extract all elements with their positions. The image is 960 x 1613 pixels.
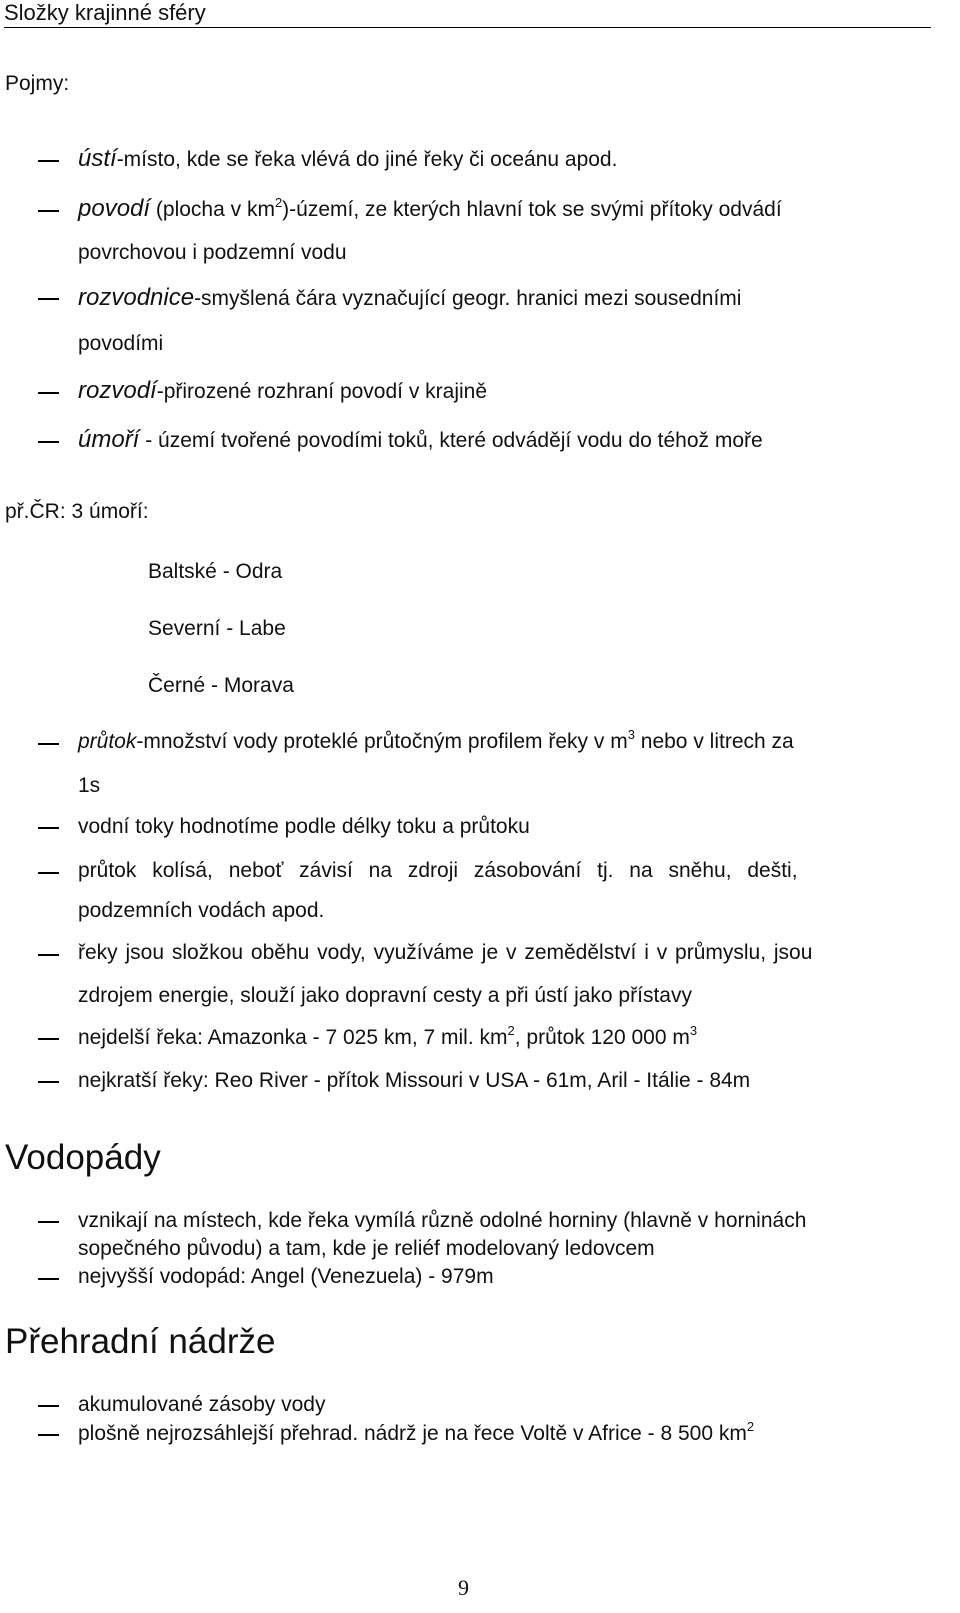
section-heading-nadrze: Přehradní nádrže: [5, 1322, 276, 1361]
bullet-dash: [38, 954, 59, 956]
bullet-text: nejdelší řeka: Amazonka - 7 025 km, 7 mil. km: [78, 1026, 508, 1049]
definition-continuation: povrchovou i podzemní vodu: [78, 241, 347, 264]
superscript: 2: [746, 1419, 755, 1434]
bullet-dash: [38, 872, 59, 874]
definition-prutok: [78, 729, 794, 757]
definition-umori: [78, 427, 763, 454]
definition-text: nebo v litrech za: [634, 730, 794, 753]
bullet-dash: [38, 298, 59, 300]
bullet-dash: [38, 441, 59, 443]
definition-povodi: [78, 196, 782, 225]
bullet-dash: [38, 160, 59, 162]
page-header: Složky krajinné sféry: [4, 0, 931, 28]
bullet-dash: [38, 210, 59, 212]
bullet-dash: [38, 1278, 59, 1280]
river-bullet: vodní toky hodnotíme podle délky toku a průtoku: [78, 815, 530, 838]
definition-text: -množství vody proteklé průtočným profilem řeky v m: [136, 730, 628, 753]
nadrze-bullet: akumulované zásoby vody: [78, 1393, 326, 1416]
river-bullet: nejkratší řeky: Reo River - přítok Missouri v USA - 61m, Aril - Itálie - 84m: [78, 1069, 751, 1092]
superscript: 2: [507, 1023, 515, 1038]
river-bullet-amazonka: [78, 1025, 697, 1053]
definition-text: -přirozené rozhraní povodí v krajině: [156, 380, 488, 403]
bullet-text: plošně nejrozsáhlejší přehrad. nádrž je na řece Voltě v Africe - 8 500 km: [78, 1422, 747, 1445]
definition-rozvodnice: [78, 285, 741, 312]
river-bullet: řeky jsou složkou oběhu vody, využíváme je v zemědělství i v průmyslu, jsou: [78, 941, 813, 964]
term-prutok: průtok: [78, 730, 137, 753]
umori-item: Severní - Labe: [148, 617, 286, 640]
bullet-dash: [38, 827, 59, 829]
bullet-dash: [38, 1221, 59, 1223]
vodopady-bullet: vznikají na místech, kde řeka vymílá různě odolné horniny (hlavně v horninách: [78, 1209, 807, 1232]
bullet-dash: [38, 1038, 59, 1040]
nadrze-bullet-volta: [78, 1421, 754, 1449]
pojmy-label: Pojmy:: [5, 72, 70, 95]
term-rozvodi: rozvodí: [78, 377, 157, 404]
term-umori: úmoří: [78, 426, 140, 453]
bullet-dash: [38, 1081, 59, 1083]
term-usti: ústí: [78, 145, 117, 172]
river-bullet: průtok kolísá, neboť závisí na zdroji zásobování tj. na sněhu, dešti,: [78, 859, 798, 882]
bullet-text: , průtok 120 000 m: [514, 1026, 690, 1049]
definition-usti: [78, 146, 617, 173]
bullet-dash: [38, 392, 59, 394]
bullet-dash: [38, 1405, 59, 1407]
page-number: 9: [458, 1575, 469, 1600]
section-heading-vodopady: Vodopády: [5, 1138, 161, 1177]
definition-text: -smyšlená čára vyznačující geogr. hranici mezi sousedními: [194, 287, 742, 310]
definition-text: -místo, kde se řeka vlévá do jiné řeky či oceánu apod.: [116, 148, 618, 171]
definition-text: (plocha v km: [150, 198, 275, 221]
definition-text: - území tvořené povodími toků, které odvádějí vodu do téhož moře: [139, 429, 763, 452]
definition-text: )-území, ze kterých hlavní tok se svými přítoky odvádí: [282, 198, 782, 221]
river-bullet-continuation: zdrojem energie, slouží jako dopravní cesty a při ústí jako přístavy: [78, 984, 692, 1007]
superscript: 3: [689, 1023, 698, 1038]
superscript: 2: [274, 195, 283, 210]
definition-rozvodi: [78, 378, 487, 405]
superscript: 3: [627, 727, 635, 742]
definition-continuation: povodími: [78, 332, 164, 355]
bullet-dash: [38, 743, 59, 745]
bullet-dash: [38, 1434, 59, 1436]
vodopady-bullet: nejvyšší vodopád: Angel (Venezuela) - 979m: [78, 1265, 494, 1288]
river-bullet-continuation: podzemních vodách apod.: [78, 899, 325, 922]
umori-item: Černé - Morava: [148, 674, 294, 697]
term-rozvodnice: rozvodnice: [78, 284, 195, 311]
definition-continuation: 1s: [78, 774, 101, 797]
umori-item: Baltské - Odra: [148, 560, 283, 583]
term-povodi: povodí: [78, 195, 151, 222]
vodopady-bullet-continuation: sopečného původu) a tam, kde je reliéf modelovaný ledovcem: [78, 1237, 655, 1260]
example-label: př.ČR: 3 úmoří:: [5, 500, 149, 523]
